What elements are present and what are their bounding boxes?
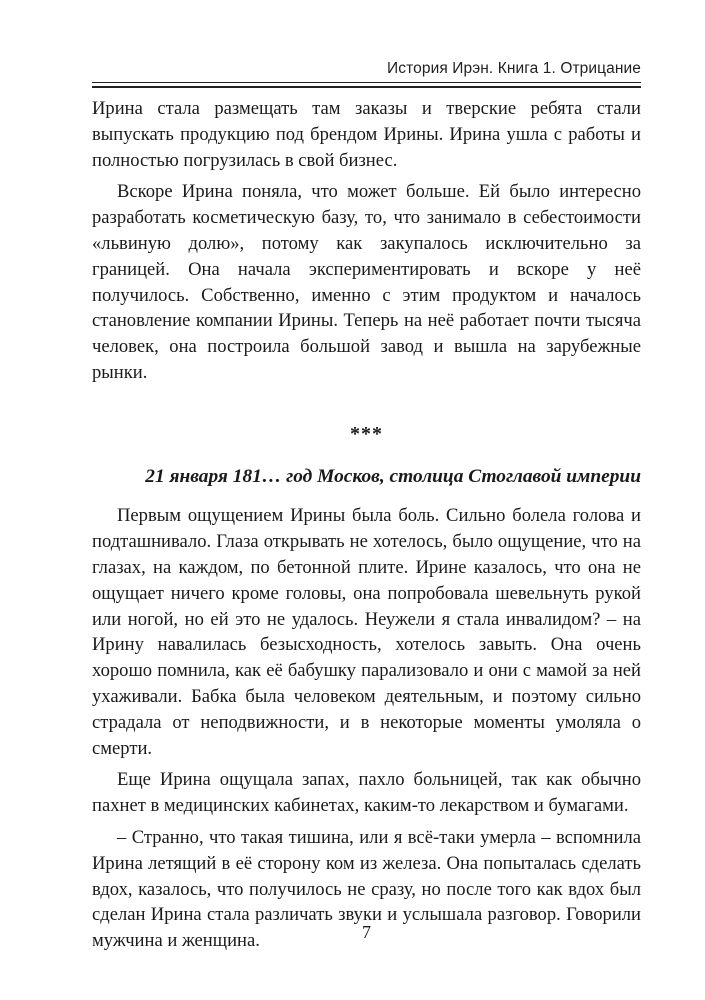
paragraph: Еще Ирина ощущала запах, пахло больницей, так как обычно пахнет в медицинских кабинетах, каким-то лекарством и бумагами. xyxy=(92,769,641,817)
paragraph: Вскоре Ирина поняла, что может больше. Ей было интересно разработать косметическую базу, то, что занимало в себестоимости «львиную долю», потому как закупалось исключительно за границей. Она начала экспериментировать и вскоре у неё получилось. Собственно, именно с этим продуктом и началось становление компании Ирины. Теперь на неё работает почти тысяча человек, она построила большой завод и вышла на зарубежные рынки. xyxy=(92,181,641,383)
running-header: История Ирэн. Книга 1. Отрицание xyxy=(387,60,641,77)
paragraph: Первым ощущением Ирины была боль. Сильно болела голова и подташнивало. Глаза открывать не хотелось, было ощущение, что на глазах, на каждом, по бетонной плите. Ирине казалось, что она не ощущает ничего кроме головы, она попробовала шевельнуть рукой или ногой, но ей это не удалось. Неужели я стала инвалидом? – на Ирину навалилась безысходность, хотелось завыть. Она очень хорошо помнила, как её бабушку парализовало и они с мамой за ней ухаживали. Бабка была человеком деятельным, и поэтому сильно страдала от неподвижности, и в некоторые моменты умоляла о смерти. xyxy=(92,505,641,759)
paragraph: Ирина стала размещать там заказы и тверские ребята стали выпускать продукцию под брендом Ирины. Ирина ушла с работы и полностью погрузилась в свой бизнес. xyxy=(92,98,641,171)
paragraph: – Странно, что такая тишина, или я всё-таки умерла – вспомнила Ирина летящий в её сторону ком из железа. Она попыталась сделать вдох, казалось, что получилось не сразу, но после того как вдох был сделан Ирина стала различать звуки и услышала разговор. Говорили мужчина и женщина. xyxy=(92,826,641,952)
page-body xyxy=(92,96,641,954)
chapter-heading: 21 января 181… год Москов, столица Стоглавой империи xyxy=(145,465,641,487)
page-number: 7 xyxy=(362,922,371,942)
header-rule-thin xyxy=(92,82,641,83)
header-rule-thick xyxy=(92,86,641,88)
section-separator: *** xyxy=(350,422,383,445)
